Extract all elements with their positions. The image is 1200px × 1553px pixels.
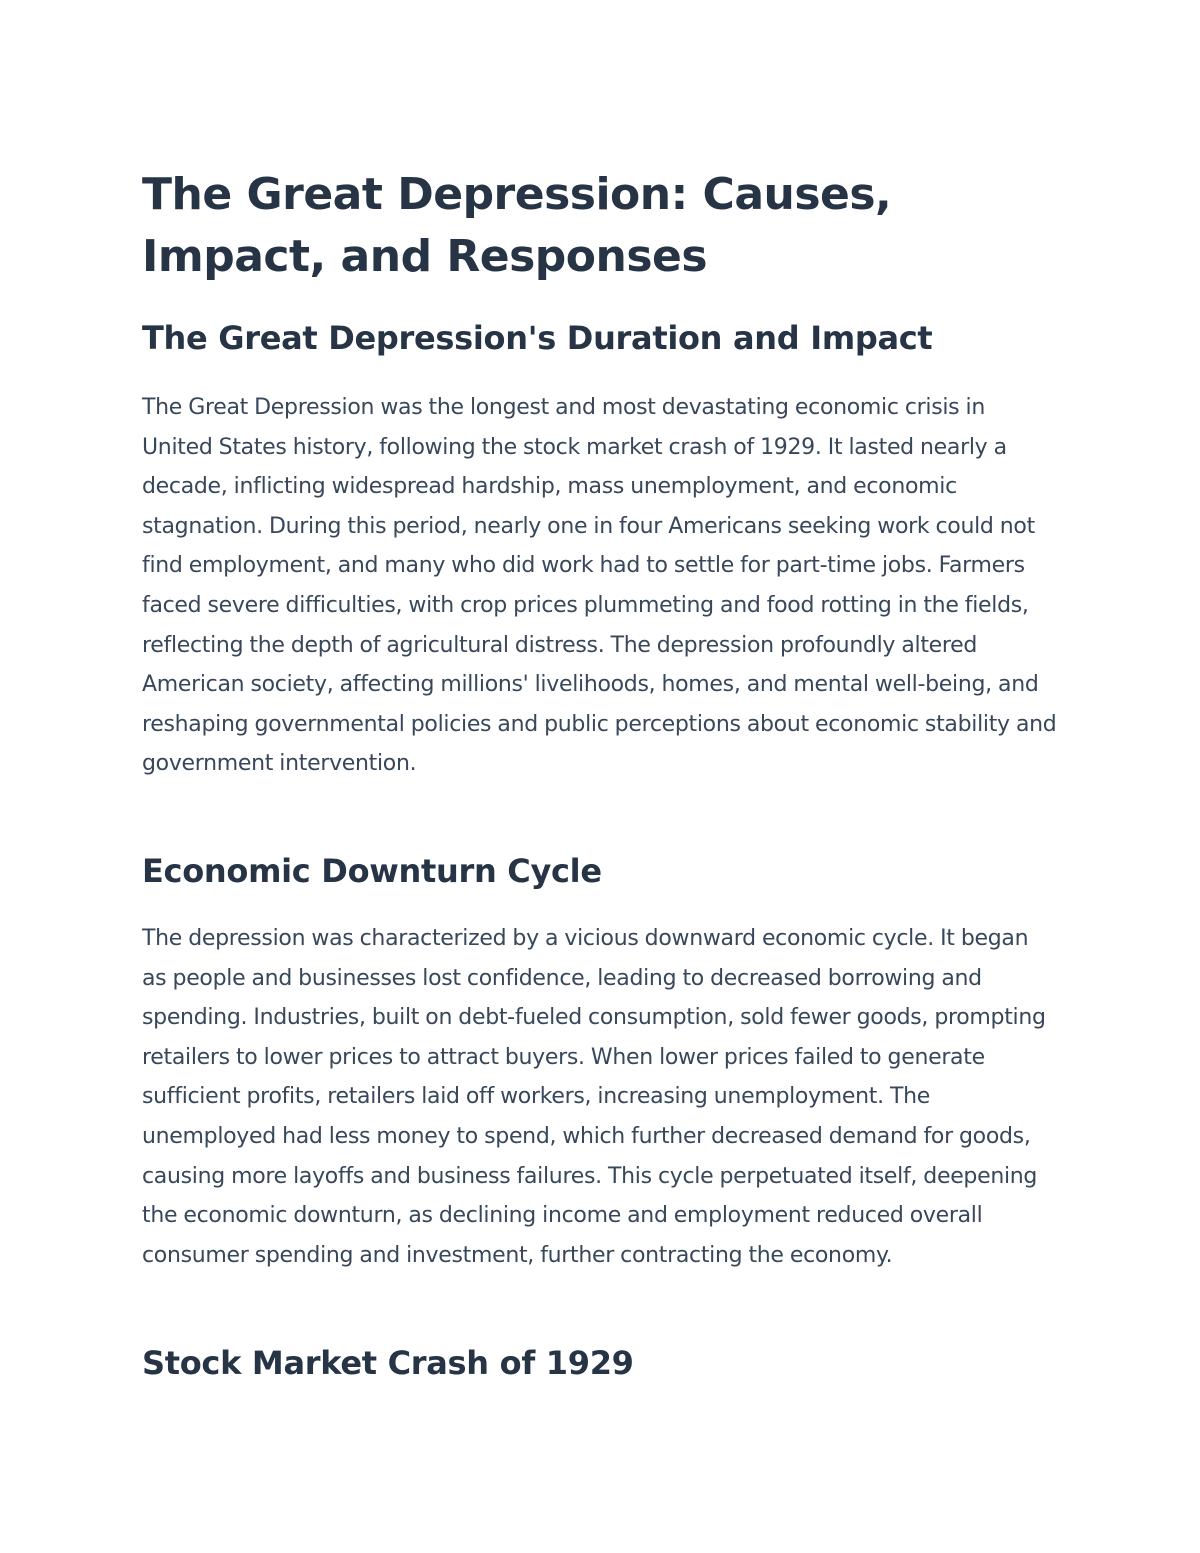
section-heading-downturn-cycle: Economic Downturn Cycle [142, 852, 602, 890]
section-heading-stock-market-crash: Stock Market Crash of 1929 [142, 1344, 634, 1382]
section-heading-duration-impact: The Great Depression's Duration and Impact [142, 319, 933, 357]
document-title: The Great Depression: Causes, Impact, and Responses [142, 169, 892, 282]
section-body-downturn-cycle: The depression was characterized by a vicious downward economic cycle. It began as people and businesses lost confidence, leading to decreased borrowing and spending. Industries, built on debt-fueled consumption, sold fewer goods, prompting retailers to lower prices to attract buyers. When lower prices failed to generate sufficient profits, retailers laid off workers, increasing unemployment. The unemployed had less money to spend, which further decreased demand for goods, causing more layoffs and business failures. This cycle perpetuated itself, deepening the economic downturn, as declining income and employment reduced overall consumer spending and investment, further contracting the economy. [142, 926, 1046, 1268]
section-body-duration-impact: The Great Depression was the longest and most devastating economic crisis in United States history, following the stock market crash of 1929. It lasted nearly a decade, inflicting widespread hardship, mass unemployment, and economic stagnation. During this period, nearly one in four Americans seeking work could not find employment, and many who did work had to settle for part-time jobs. Farmers faced severe difficulties, with crop prices plummeting and food rotting in the fields, reflecting the depth of agricultural distress. The depression profoundly altered American society, affecting millions' livelihoods, homes, and mental well-being, and reshaping governmental policies and public perceptions about economic stability and government intervention. [142, 395, 1057, 777]
